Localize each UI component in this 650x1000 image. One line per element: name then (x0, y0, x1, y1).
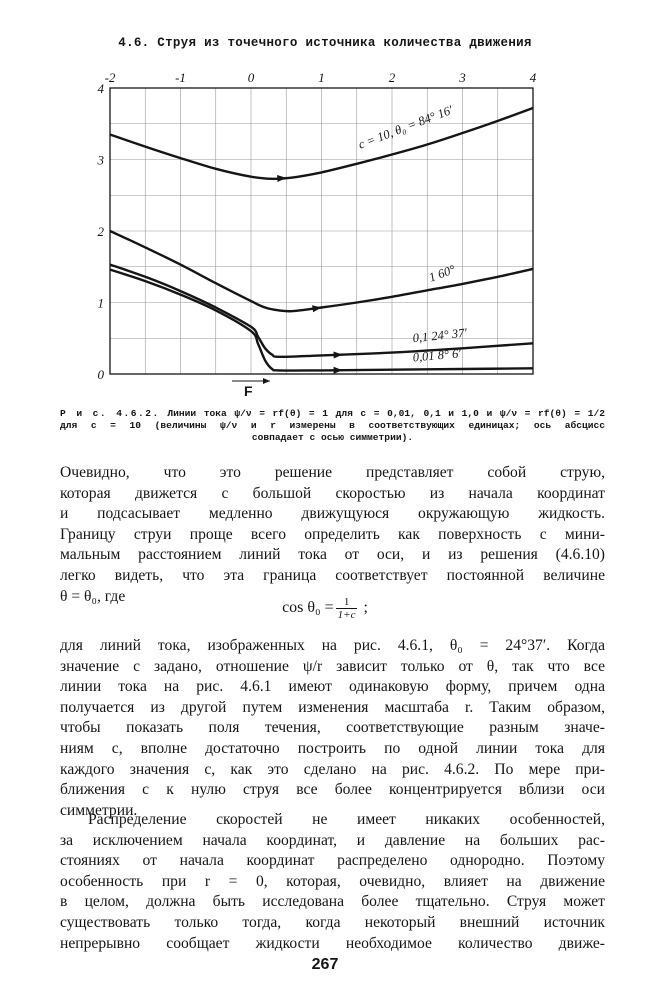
formula-fraction (336, 596, 358, 621)
y-tick-label: 3 (97, 152, 104, 168)
x-tick-label: -1 (175, 70, 186, 85)
text-line: Распределение скоростей не имеет никаких особенностей, (88, 811, 605, 828)
text-line: существовать только тогда, когда некоторый внешний источник (60, 913, 605, 931)
text-line: линии тока на рис. 4.6.1 имеют одинаковую форму, причем одна (60, 678, 605, 696)
text-line: каждого значения c, как это сделано на рис. 4.6.2. По мере при- (60, 760, 605, 778)
text-line: легко видеть, что эта граница соответствует постоянной величине (60, 566, 605, 584)
figure-4-6-2 (80, 70, 550, 390)
y-tick-label: 1 (97, 295, 104, 311)
text-line: θ = θ₀, где (60, 587, 126, 605)
series-label: 0,01 8° 6′ (412, 346, 462, 365)
figure-caption (60, 408, 605, 444)
flow-arrow (277, 174, 286, 182)
y-tick-label: 4 (97, 81, 104, 96)
chart-series-labels (356, 103, 468, 365)
x-tick-label: 3 (459, 70, 466, 85)
text-line: непрерывно сообщает жидкости необходимое количество движе- (60, 934, 605, 952)
chart-ticks (97, 70, 537, 382)
text-line: мальным расстоянием линий тока от оси, и из решения (4.6.10) (60, 546, 605, 564)
caption-line-3: совпадает с осью симметрии). (251, 432, 414, 443)
caption-line-2: для c = 10 (величины ψ/ν и r измерены в соответствующих единицах; ось абсцисс (60, 420, 605, 431)
text-line: особенность при r = 0, которая, очевидно, влияет на движение (60, 872, 605, 890)
x-tick-label: 0 (247, 70, 255, 85)
text-line: значение c задано, отношение ψ/r зависит только от θ, так что все (60, 657, 605, 675)
formula-numerator: 1 (336, 596, 358, 609)
text-line: стояниях от начала координат распределено однородно. Поэтому (60, 852, 605, 870)
y-tick-label: 2 (97, 224, 104, 239)
formula-denominator: 1+c (337, 609, 356, 621)
x-tick-label: 2 (388, 70, 396, 85)
text-line: получается из другой путем изменения масштаба r. Таким образом, (60, 698, 605, 716)
text-line: симметрии. (60, 801, 138, 819)
paragraph-2 (60, 636, 605, 821)
text-line: в целом, должна быть исследована более тщательно. Струя может (60, 893, 605, 911)
series-label: 0,1 24° 37′ (411, 325, 468, 346)
y-tick-label: 0 (97, 367, 104, 382)
paragraph-3 (60, 810, 605, 954)
text-line: Границу струи проще всего определить как поверхность с мини- (60, 525, 605, 543)
series-label: 1 60° (427, 262, 458, 285)
flow-arrow (333, 351, 342, 358)
x-tick-label: 4 (529, 70, 537, 85)
text-line: для линий тока, изображенных на рис. 4.6.1, θ₀ = 24°37′. Когда (60, 637, 605, 654)
paragraph-1 (60, 463, 605, 607)
caption-label: Р и с. 4.6.2. (60, 408, 160, 419)
running-head: 4.6. Струя из точечного источника количества движения (118, 36, 532, 50)
text-line: и подсасывает медленно движущуюся окружающую жидкость. (60, 505, 605, 523)
flow-arrow (334, 367, 343, 374)
f-label: F (244, 383, 253, 399)
page-number: 267 (311, 956, 339, 973)
text-line: ниям c, вполне достаточно построить по одной линии тока для (60, 739, 605, 757)
x-tick-label: 1 (318, 70, 325, 85)
text-line: Очевидно, что это решение представляет собой струю, (60, 464, 605, 481)
series-label: c = 10, θ₀ = 84° 16′ (356, 102, 455, 152)
text-line: ближения c к нулю струя все более концентрируется вблизи оси (60, 781, 605, 799)
text-line: за исключением начала координат, и давление на больших рас- (60, 831, 605, 849)
text-line: чтобы показать поля течения, соответствующие разным значе- (60, 719, 605, 737)
formula-cos-theta (0, 596, 650, 621)
caption-line-1: Линии тока ψ/ν = rf(θ) = 1 для c = 0,01, 0,1 и 1,0 и ψ/ν = rf(θ) = 1/2 (167, 408, 605, 419)
x-tick-label: -2 (104, 70, 116, 85)
text-line: которая движется с большой скоростью из начала координат (60, 484, 605, 502)
formula-end: ; (359, 599, 368, 617)
formula-lhs: cos θ₀ = (282, 599, 334, 617)
